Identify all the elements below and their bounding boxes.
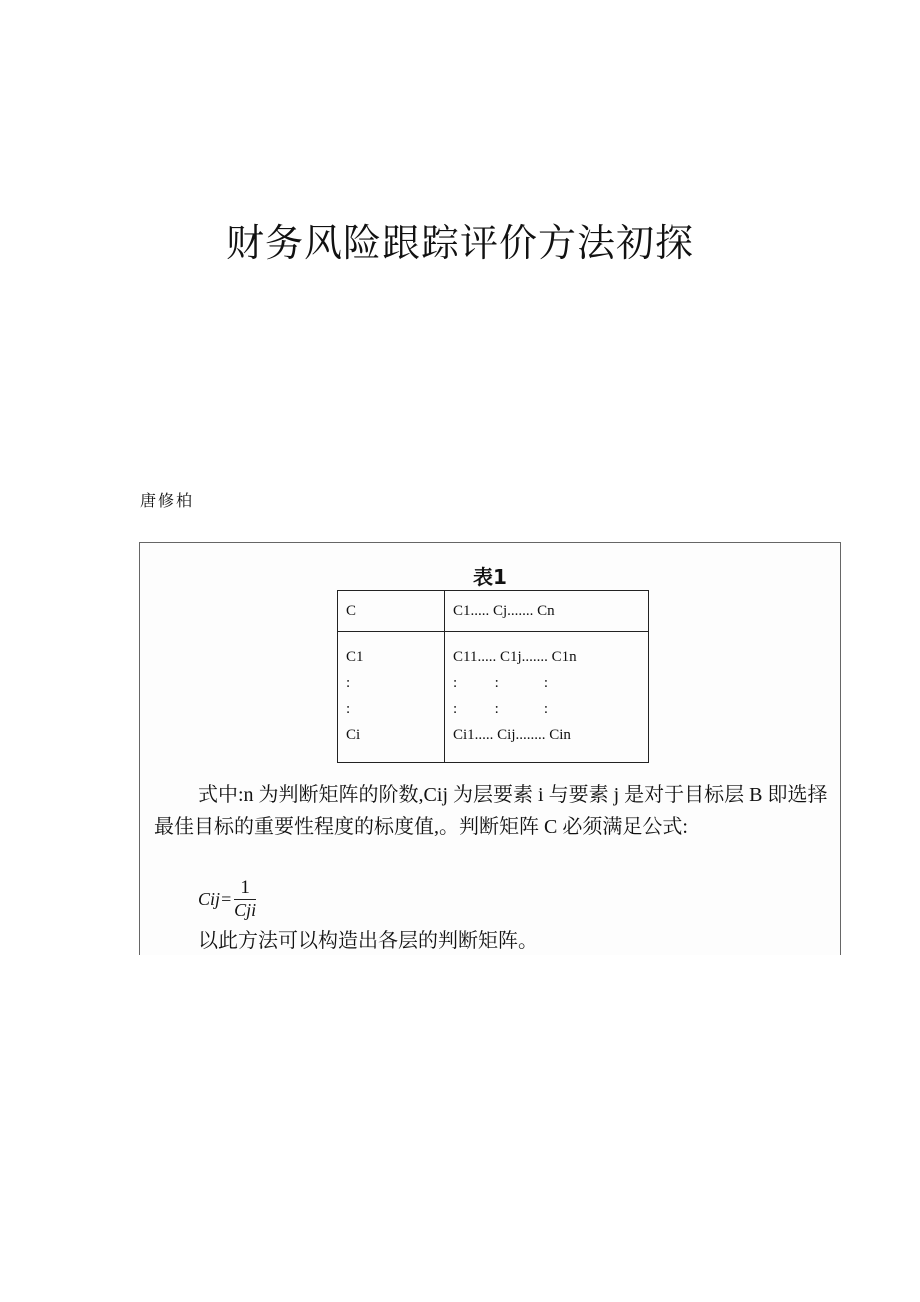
table-caption: 表1 — [473, 565, 507, 589]
formula-numerator: 1 — [234, 877, 256, 900]
formula-fraction — [234, 877, 256, 921]
row-values: Ci1..... Cij........ Cin — [453, 727, 571, 743]
row-values: : : : — [453, 701, 549, 717]
document-title: 财务风险跟踪评价方法初探 — [225, 221, 694, 265]
table-header-cell-c: C — [338, 591, 445, 632]
row-label: C1 — [346, 649, 364, 665]
row-values: C11..... C1j....... C1n — [453, 649, 577, 665]
explanation-paragraph: 式中:n 为判断矩阵的阶数,Cij 为层要素 i 与要素 j 是对于目标层 B 即选择最佳目标的重要性程度的标度值,。判断矩阵 C 必须满足公式: — [154, 784, 828, 838]
row-label: : — [346, 675, 351, 691]
author-name: 唐修柏 — [140, 491, 195, 510]
row-label: : — [346, 701, 351, 717]
formula-lhs: Cij= — [198, 888, 233, 909]
table-body-cell-rows — [338, 632, 445, 763]
judgment-matrix-table — [337, 590, 649, 763]
reciprocal-formula — [198, 877, 256, 921]
row-label: Ci — [346, 727, 361, 743]
table-header-row — [338, 591, 649, 632]
figure-image — [139, 542, 841, 955]
table-body-row — [338, 632, 649, 763]
row-values: : : : — [453, 675, 549, 691]
table-body-cell-values — [445, 632, 649, 763]
conclusion-paragraph: 以此方法可以构造出各层的判断矩阵。 — [198, 930, 538, 952]
table-header-cell-cn: C1..... Cj....... Cn — [445, 591, 649, 632]
formula-denominator: Cji — [234, 900, 257, 920]
